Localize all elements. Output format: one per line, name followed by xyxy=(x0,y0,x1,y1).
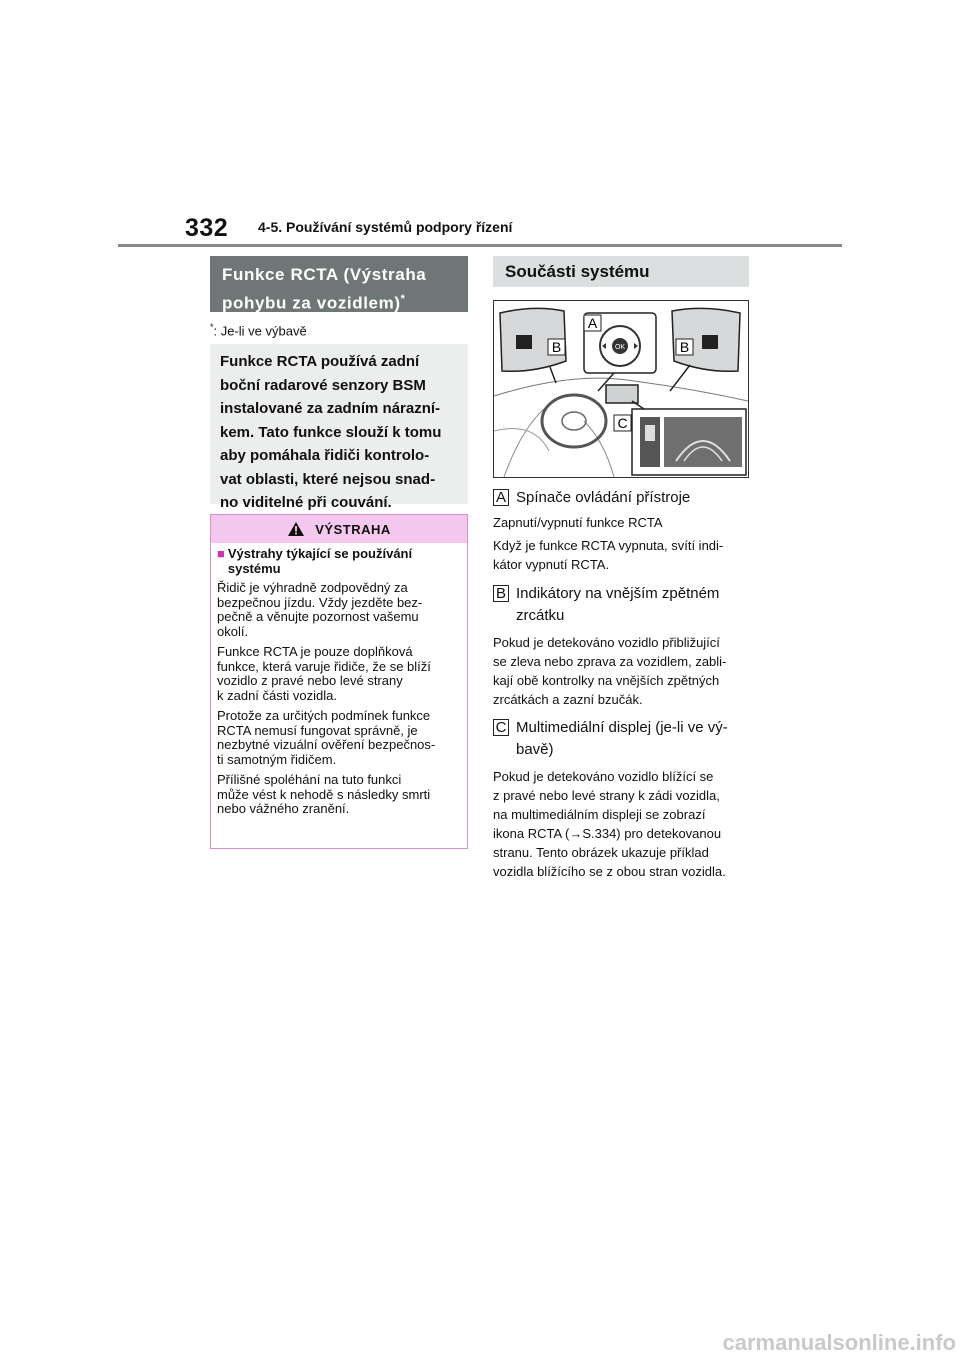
intro-line: aby pomáhala řidiči kontrolo- xyxy=(220,447,430,464)
page-number: 332 xyxy=(185,214,229,242)
item-b-title-text: zrcátku xyxy=(516,607,565,624)
item-a-title xyxy=(493,487,753,509)
components-heading: Součásti systému xyxy=(493,256,749,287)
item-a-text xyxy=(493,513,753,574)
item-a-label: A xyxy=(493,489,509,506)
warning-line: Přílišné spoléhání na tuto funkci xyxy=(217,772,402,787)
warning-line: vozidlo z pravé nebo levé strany xyxy=(217,673,403,688)
item-b-title xyxy=(493,583,753,627)
item-b-text xyxy=(493,633,753,709)
rcta-heading-line2: pohybu za vozidlem) xyxy=(222,293,401,313)
item-b-title-text: Indikátory na vnějším zpětném xyxy=(516,585,720,602)
item-c-line: Pokud je detekováno vozidlo blížící se xyxy=(493,769,714,784)
warning-body xyxy=(211,543,467,817)
warning-paragraph xyxy=(217,709,461,767)
section-title: 4-5. Používání systémů podpory řízení xyxy=(258,219,513,235)
item-b-line: kají obě kontrolky na vnějších zpětných xyxy=(493,673,720,688)
item-c-line: ikona RCTA (→S.334) pro detekovanou xyxy=(493,826,722,841)
footnote-asterisk: * xyxy=(210,322,214,332)
item-a-line: Když je funkce RCTA vypnuta, svítí indi- xyxy=(493,538,724,553)
item-a xyxy=(493,487,753,574)
item-c xyxy=(493,717,753,881)
footnote xyxy=(210,322,307,338)
intro-line: Funkce RCTA používá zadní xyxy=(220,353,420,370)
warning-paragraph xyxy=(217,581,461,639)
item-c-line: stranu. Tento obrázek ukazuje příklad xyxy=(493,845,709,860)
warning-line: k zadní části vozidla. xyxy=(217,687,337,703)
item-b-label: B xyxy=(493,585,509,602)
warning-line: RCTA nemusí fungovat správně, je xyxy=(217,722,418,738)
heading-asterisk: * xyxy=(400,293,406,305)
warning-line: bezpečnou jízdu. Vždy jezděte bez- xyxy=(217,594,423,610)
item-a-line: Zapnutí/vypnutí funkce RCTA xyxy=(493,515,663,530)
warning-line: Řidič je výhradně zodpovědný za xyxy=(217,580,408,595)
intro-line: kem. Tato funkce slouží k tomu xyxy=(220,423,442,441)
warning-line: pečně a věnujte pozornost vašemu xyxy=(217,609,419,624)
warning-sub-line: systému xyxy=(227,560,281,576)
warning-line: nebo vážného zranění. xyxy=(217,801,350,816)
diagram-ok-label: OK xyxy=(614,344,626,351)
intro-box xyxy=(210,344,468,511)
rcta-heading xyxy=(210,256,468,312)
item-b-line: zrcátkách a zazní bzučák. xyxy=(493,692,643,707)
warning-title: VÝSTRAHA xyxy=(315,521,391,537)
intro-line: instalované za zadním nárazní- xyxy=(220,400,441,417)
warning-paragraph xyxy=(217,773,461,817)
diagram-label-c: C xyxy=(617,415,628,431)
warning-header xyxy=(211,515,467,543)
system-diagram xyxy=(493,300,749,478)
warning-line: Funkce RCTA je pouze doplňková xyxy=(217,644,413,659)
intro-line: vat oblasti, které nejsou snad- xyxy=(220,470,436,488)
diagram-label-b-right: B xyxy=(679,339,690,355)
item-c-title-text: Multimediální displej (je-li ve vý- xyxy=(516,719,728,736)
warning-box xyxy=(210,514,468,849)
item-b-line: Pokud je detekováno vozidlo přibližující xyxy=(493,635,720,650)
item-b xyxy=(493,583,753,709)
watermark: carmanualsonline.info xyxy=(722,1330,956,1355)
item-a-line: kátor vypnutí RCTA. xyxy=(493,557,610,572)
item-a-title-text: Spínače ovládání přístroje xyxy=(516,489,691,506)
item-c-line: na multimediálním displeji se zobrazí xyxy=(493,807,706,822)
diagram-label-b-left: B xyxy=(551,339,562,355)
footnote-text: : Je-li ve výbavě xyxy=(213,323,307,339)
warning-line: okolí. xyxy=(217,623,249,639)
dashboard-illustration xyxy=(494,301,748,477)
item-c-line: vozidla blížícího se z obou stran vozidla. xyxy=(493,864,726,879)
item-c-text xyxy=(493,767,753,881)
item-c-label: C xyxy=(493,719,509,736)
rcta-heading-line1: Funkce RCTA (Výstraha xyxy=(222,265,427,284)
intro-line: boční radarové senzory BSM xyxy=(220,376,426,394)
warning-subheading xyxy=(217,547,461,576)
warning-line: ti samotným řidičem. xyxy=(217,751,337,767)
warning-paragraph xyxy=(217,645,461,703)
item-c-line: z pravé nebo levé strany k zádi vozidla, xyxy=(493,788,720,803)
warning-line: Protože za určitých podmínek funkce xyxy=(217,708,431,723)
square-bullet-icon: ■ xyxy=(217,546,225,561)
warning-sub-line: Výstrahy týkající se používání xyxy=(227,546,413,561)
diagram-label-a: A xyxy=(587,315,598,331)
header-divider xyxy=(118,244,842,247)
intro-line: no viditelné při couvání. xyxy=(220,494,392,511)
item-b-line: se zleva nebo zprava za vozidlem, zabli- xyxy=(493,654,727,669)
warning-line: nezbytné vizuální ověření bezpečnos- xyxy=(217,737,436,752)
item-c-title-text: bavě) xyxy=(516,741,554,758)
warning-line: může vést k nehodě s následky smrti xyxy=(217,786,431,802)
warning-triangle-icon xyxy=(287,521,305,537)
warning-line: funkce, která varuje řidiče, že se blíží xyxy=(217,658,431,674)
item-c-title xyxy=(493,717,753,761)
